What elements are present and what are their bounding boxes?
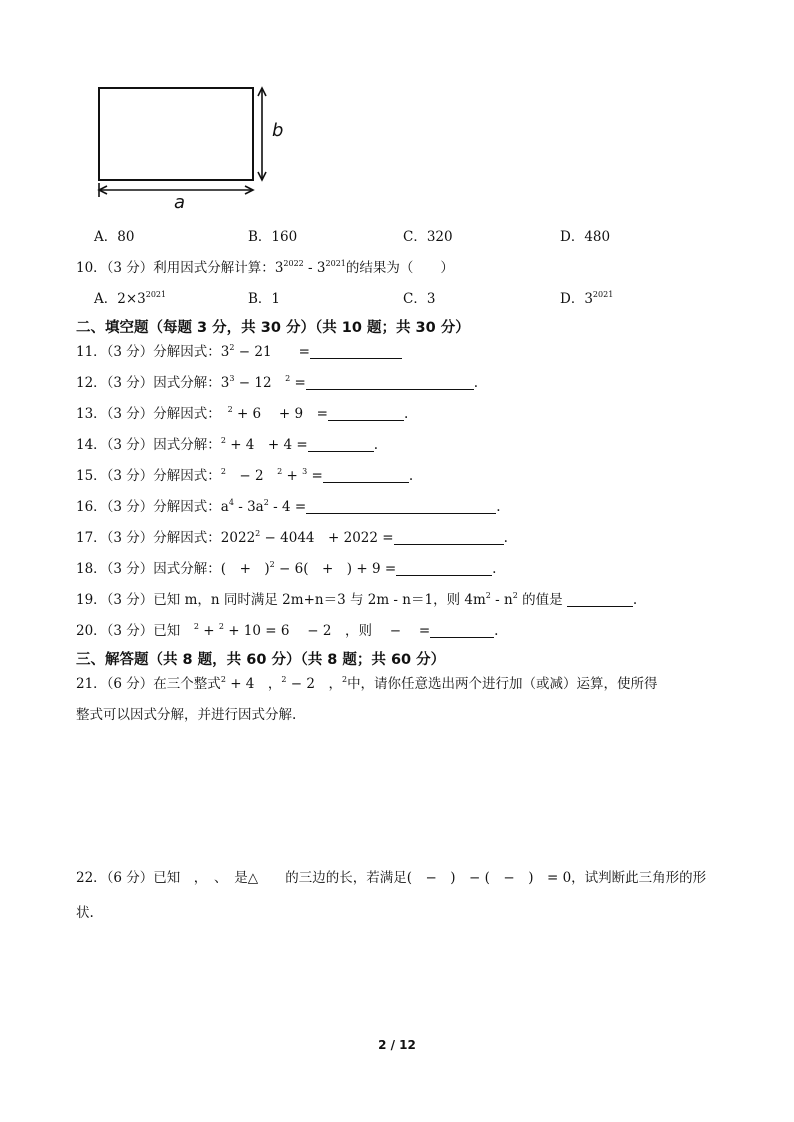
q9-option-b: B．160 <box>248 229 298 245</box>
question-21: 21．（6 分）在三个整式$^2$ + 4 ，$^2$ − 2 ，$^2$中，请你任意选出两个进行加（或减）运算，使所得 <box>76 675 658 692</box>
figure-label-b: b <box>272 120 284 141</box>
question-22: 22．（6 分）已知 ， 、 是△ 的三边的长，若满足( − ) − ( − ) = 0，试判断此三角形的形 <box>76 870 707 886</box>
question-20: 20．（3 分）已知 $^2$ + $^2$ + 10 = 6 − 2 ，则 − = . <box>76 622 499 639</box>
question-19: 19．（3 分）已知 m，n 同时满足 2m+n＝3 与 2m - n＝1，则 $4m^2 - n^2$ 的值是 . <box>76 591 638 608</box>
question-14: 14．（3 分）因式分解：$^2$ + 4 + 4 = . <box>76 436 378 453</box>
question-16: 16．（3 分）分解因式：$a^4 - 3a^2 - 4$ = . <box>76 498 501 515</box>
question-13: 13．（3 分）分解因式： $^2$ + 6 + 9 = . <box>76 405 409 422</box>
q9-option-c: C．320 <box>403 229 453 245</box>
rectangle-figure <box>90 80 290 215</box>
q10-option-b: B．1 <box>248 291 281 307</box>
q10-option-a: A．$2\times 3^{2021}$ <box>94 290 167 307</box>
q10-option-d: D．$3^{2021}$ <box>560 290 614 307</box>
section-3-heading: 三、解答题（共 8 题，共 60 分）（共 8 题；共 60 分） <box>76 652 446 668</box>
question-17: 17．（3 分）分解因式：$2022^2 - 4044$ + 2022 = . <box>76 529 508 546</box>
q9-option-d: D．480 <box>560 229 611 245</box>
answer-blank[interactable] <box>306 375 474 390</box>
section-2-heading: 二、填空题（每题 3 分，共 30 分）（共 10 题；共 30 分） <box>76 320 470 336</box>
question-22-line-2: 状. <box>76 905 94 921</box>
page-number: 2 / 12 <box>378 1038 416 1052</box>
answer-blank[interactable] <box>430 623 494 638</box>
question-18: 18．（3 分）因式分解：( + )$^2$ − 6( + ) + 9 = . <box>76 560 497 577</box>
q9-option-a: A．80 <box>94 229 135 245</box>
question-10: 10．（3 分）利用因式分解计算：$3^{2022} - 3^{2021}$的结果为（ ） <box>76 259 454 276</box>
answer-blank[interactable] <box>394 530 504 545</box>
answer-blank[interactable] <box>567 592 633 607</box>
answer-blank[interactable] <box>306 499 496 514</box>
question-15: 15．（3 分）分解因式：$^2$ − 2 $^2$ + $^3$ = . <box>76 467 414 484</box>
answer-blank[interactable] <box>310 344 402 359</box>
figure-label-a: a <box>174 192 186 213</box>
answer-blank[interactable] <box>323 468 409 483</box>
answer-blank[interactable] <box>396 561 492 576</box>
q10-option-c: C．3 <box>403 291 436 307</box>
answer-blank[interactable] <box>328 406 404 421</box>
question-12: 12．（3 分）因式分解：$3^3 - 12$ $^2$ = . <box>76 374 479 391</box>
question-21-line-2: 整式可以因式分解，并进行因式分解. <box>76 707 297 723</box>
question-11: 11．（3 分）分解因式：$3^2 - 21$ = <box>76 342 402 362</box>
answer-blank[interactable] <box>308 437 374 452</box>
